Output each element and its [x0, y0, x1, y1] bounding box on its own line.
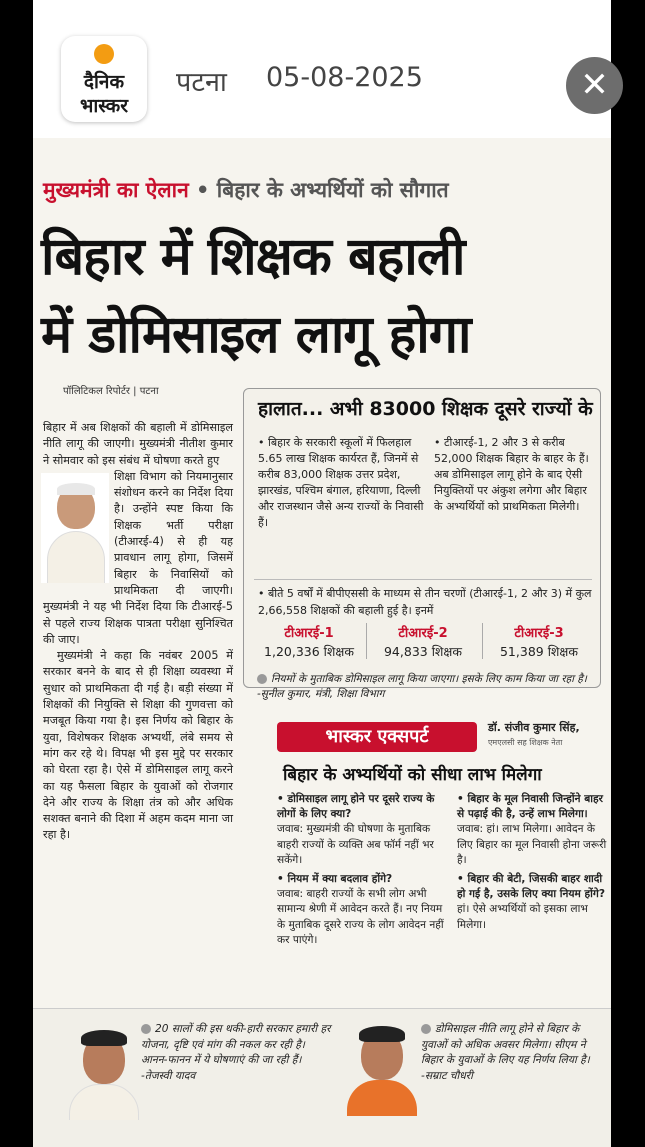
main-headline	[41, 218, 606, 374]
bhaskar-expert-badge: भास्कर एक्सपर्ट	[277, 722, 477, 752]
qa-question: • डोमिसाइल लागू होने पर दूसरे राज्य के लोगों के लिए क्या?	[277, 793, 435, 821]
article-body	[43, 420, 233, 844]
quote-mark-icon	[421, 1024, 431, 1034]
minister-quote-text: नियमों के मुताबिक डोमिसाइल लागू किया जाएगा। इसके लिए काम किया जा रहा है। -सुनील कुमार, मंत्री, शिक्षा विभाग	[257, 673, 587, 700]
tre-divider	[366, 623, 367, 659]
photo-hair	[57, 483, 95, 495]
panel-divider	[254, 579, 592, 580]
tre1-stat	[254, 623, 364, 660]
qa-question: • बिहार की बेटी, जिसकी बाहर शादी हो गई है, उसके लिए क्या नियम होंगे?	[457, 873, 606, 901]
qa-answer: जवाब: मुख्यमंत्री की घोषणा के मुताबिक बाहरी राज्यों के व्यक्ति अब फॉर्म नहीं भर सकेंगे।	[277, 823, 434, 866]
logo-line1: दैनिक	[83, 71, 125, 93]
kicker-highlight: मुख्यमंत्री का ऐलान	[43, 178, 189, 202]
minister-quote	[257, 672, 597, 702]
tre3-value: 51,389 शिक्षक	[499, 644, 578, 659]
headline-line2: में डोमिसाइल लागू होगा	[41, 304, 471, 365]
footer-quote-right-text: डोमिसाइल नीति लागू होने से बिहार के युवाओं को अधिक अवसर मिलेगा। सीएम ने बिहार के युवाओं के लिए यह निर्णय लिया है। -सम्राट चौधरी	[421, 1023, 590, 1082]
footer-quote-left	[141, 1022, 331, 1084]
dainik-bhaskar-logo	[61, 36, 147, 122]
tre3-stat	[484, 623, 594, 660]
tre2-stat	[368, 623, 478, 660]
tre1-name: टीआरई-1	[284, 626, 334, 641]
photo-body	[69, 1084, 139, 1120]
byline: पॉलिटिकल रिपोर्टर | पटना	[63, 386, 159, 397]
edition-city: पटना	[176, 67, 227, 98]
footer-quote-right	[421, 1022, 606, 1084]
photo-hair	[359, 1026, 405, 1042]
newspaper-clipping	[33, 0, 611, 1147]
headline-line1: बिहार में शिक्षक बहाली	[41, 226, 465, 287]
kicker-rest: • बिहार के अभ्यर्थियों को सौगात	[188, 178, 449, 202]
expert-role: एमएलसी सह शिक्षक नेता	[488, 738, 563, 747]
tre2-value: 94,833 शिक्षक	[383, 644, 462, 659]
article-para1-top: बिहार में अब शिक्षकों की बहाली में डोमिसाइल नीति लागू की जाएगी। मुख्यमंत्री नीतीश कुमार ने सोमवार को इस संबंध में घोषणा करते हुए	[43, 421, 233, 467]
photo-body	[47, 531, 105, 583]
qa-answer: हां। ऐसे अभ्यर्थियों को इसका लाभ मिलेगा।	[457, 903, 588, 931]
edition-date: 05-08-2025	[266, 62, 423, 93]
expert-name: डॉ. संजीव कुमार सिंह,	[488, 721, 580, 734]
logo-line2: भास्कर	[79, 95, 129, 117]
expert-subhead: बिहार के अभ्यर्थियों को सीधा लाभ मिलेगा	[283, 765, 542, 785]
photo-body	[347, 1080, 417, 1116]
close-button[interactable]	[566, 57, 623, 114]
qa-question: • नियम में क्या बदलाव होंगे?	[277, 873, 393, 886]
qa-answer: जवाब: हां। लाभ मिलेगा। आवेदन के लिए बिहार का मूल निवासी होना जरूरी है।	[457, 823, 607, 866]
samrat-choudhary-photo	[341, 1016, 423, 1116]
sun-icon	[94, 44, 114, 64]
quote-mark-icon	[257, 674, 267, 684]
qa-right-column	[457, 792, 607, 933]
qa-answer: जवाब: बाहरी राज्यों के सभी लोग अभी सामान्य श्रेणी में आवेदन करते हैं। नए नियम के मुताबिक दूसरे राज्य के लोग आवेदन नहीं कर पाएंगे।	[277, 888, 444, 946]
close-icon: ✕	[580, 65, 609, 105]
photo-hair	[81, 1030, 127, 1046]
tejashwi-yadav-photo	[63, 1020, 145, 1120]
expert-credit	[488, 720, 608, 750]
tre2-name: टीआरई-2	[398, 626, 448, 641]
qa-question: • बिहार के मूल निवासी जिन्होंने बाहर से पढ़ाई की है, उन्हें लाभ मिलेगा।	[457, 793, 603, 821]
panel-title: हालात... अभी 83000 शिक्षक दूसरे राज्यों के	[258, 398, 593, 420]
stats-panel	[243, 388, 601, 688]
tre1-value: 1,20,336 शिक्षक	[264, 644, 354, 659]
footer-quote-left-text: 20 सालों की इस थकी-हारी सरकार हमारी हर योजना, दृष्टि एवं मांग की नकल कर रही है। आनन-फानन में ये घोषणाएं की जा रही हैं। -तेजस्वी यादव	[141, 1023, 331, 1082]
panel-col2: • टीआरई-1, 2 और 3 से करीब 52,000 शिक्षक बिहार के बाहर के हैं। अब डोमिसाइल लागू होने के बाद ऐसी नियुक्तियों पर अंकुश लगेगा और बिहार के अभ्यर्थियों को प्राथमिकता मिलेगी।	[434, 436, 589, 513]
panel-col1: • बिहार के सरकारी स्कूलों में फिलहाल 5.65 लाख शिक्षक कार्यरत हैं, जिनमें से करीब 83,000 शिक्षक उत्तर प्रदेश, झारखंड, पश्चिम बंगाल, हरियाणा, दिल्ली और राजस्थान जैसे अन्य राज्यों के निवासी हैं।	[258, 436, 424, 529]
panel-summary: • बीते 5 वर्षों में बीपीएससी के माध्यम से तीन चरणों (टीआरई-1, 2 और 3) में कुल 2,66,558 शिक्षकों की बहाली हुई है। इनमें	[258, 587, 592, 617]
quote-mark-icon	[141, 1024, 151, 1034]
qa-left-column	[277, 792, 447, 948]
tre-divider	[482, 623, 483, 659]
article-para1-wrap: शिक्षा विभाग को नियमानुसार संशोधन करने का निर्देश दिया है। उन्होंने स्पष्ट किया कि शिक्षक भर्ती परीक्षा (टीआरई-4) से ही यह प्रावधान लागू होगा, जिसमें बिहार के निवासियों को प्राथमिकता दी जाएगी। मुख्यमंत्री ने यह भी निर्देश दिया कि टीआरई-5 से पहले राज्य शिक्षक पात्रता परीक्षा सुनिश्चित की जाए।	[43, 469, 233, 646]
headline-kicker	[43, 176, 603, 204]
nitish-kumar-photo	[41, 473, 109, 583]
tre3-name: टीआरई-3	[514, 626, 564, 641]
article-para2: मुख्यमंत्री ने कहा कि नवंबर 2005 में सरकार बनने के बाद से ही शिक्षा व्यवस्था में सुधार को प्राथमिकता दी गई है। बड़ी संख्या में शिक्षकों की नियुक्ति से शिक्षा की गुणवत्ता को मजबूत किया गया है। इस निर्णय को बिहार के युवा, विशेषकर शिक्षक अभ्यर्थी, लंबे समय से मांग कर रहे थे। विपक्ष भी इस मुद्दे पर सरकार को घेरता रहा है। ऐसे में डोमिसाइल लागू करने का यह फैसला बिहार के युवाओं को रोजगार देने और राज्य के शिक्षा तंत्र को और अधिक सशक्त बनाने की दिशा में अहम कदम माना जा रहा है।	[43, 649, 233, 842]
masthead	[33, 0, 611, 138]
